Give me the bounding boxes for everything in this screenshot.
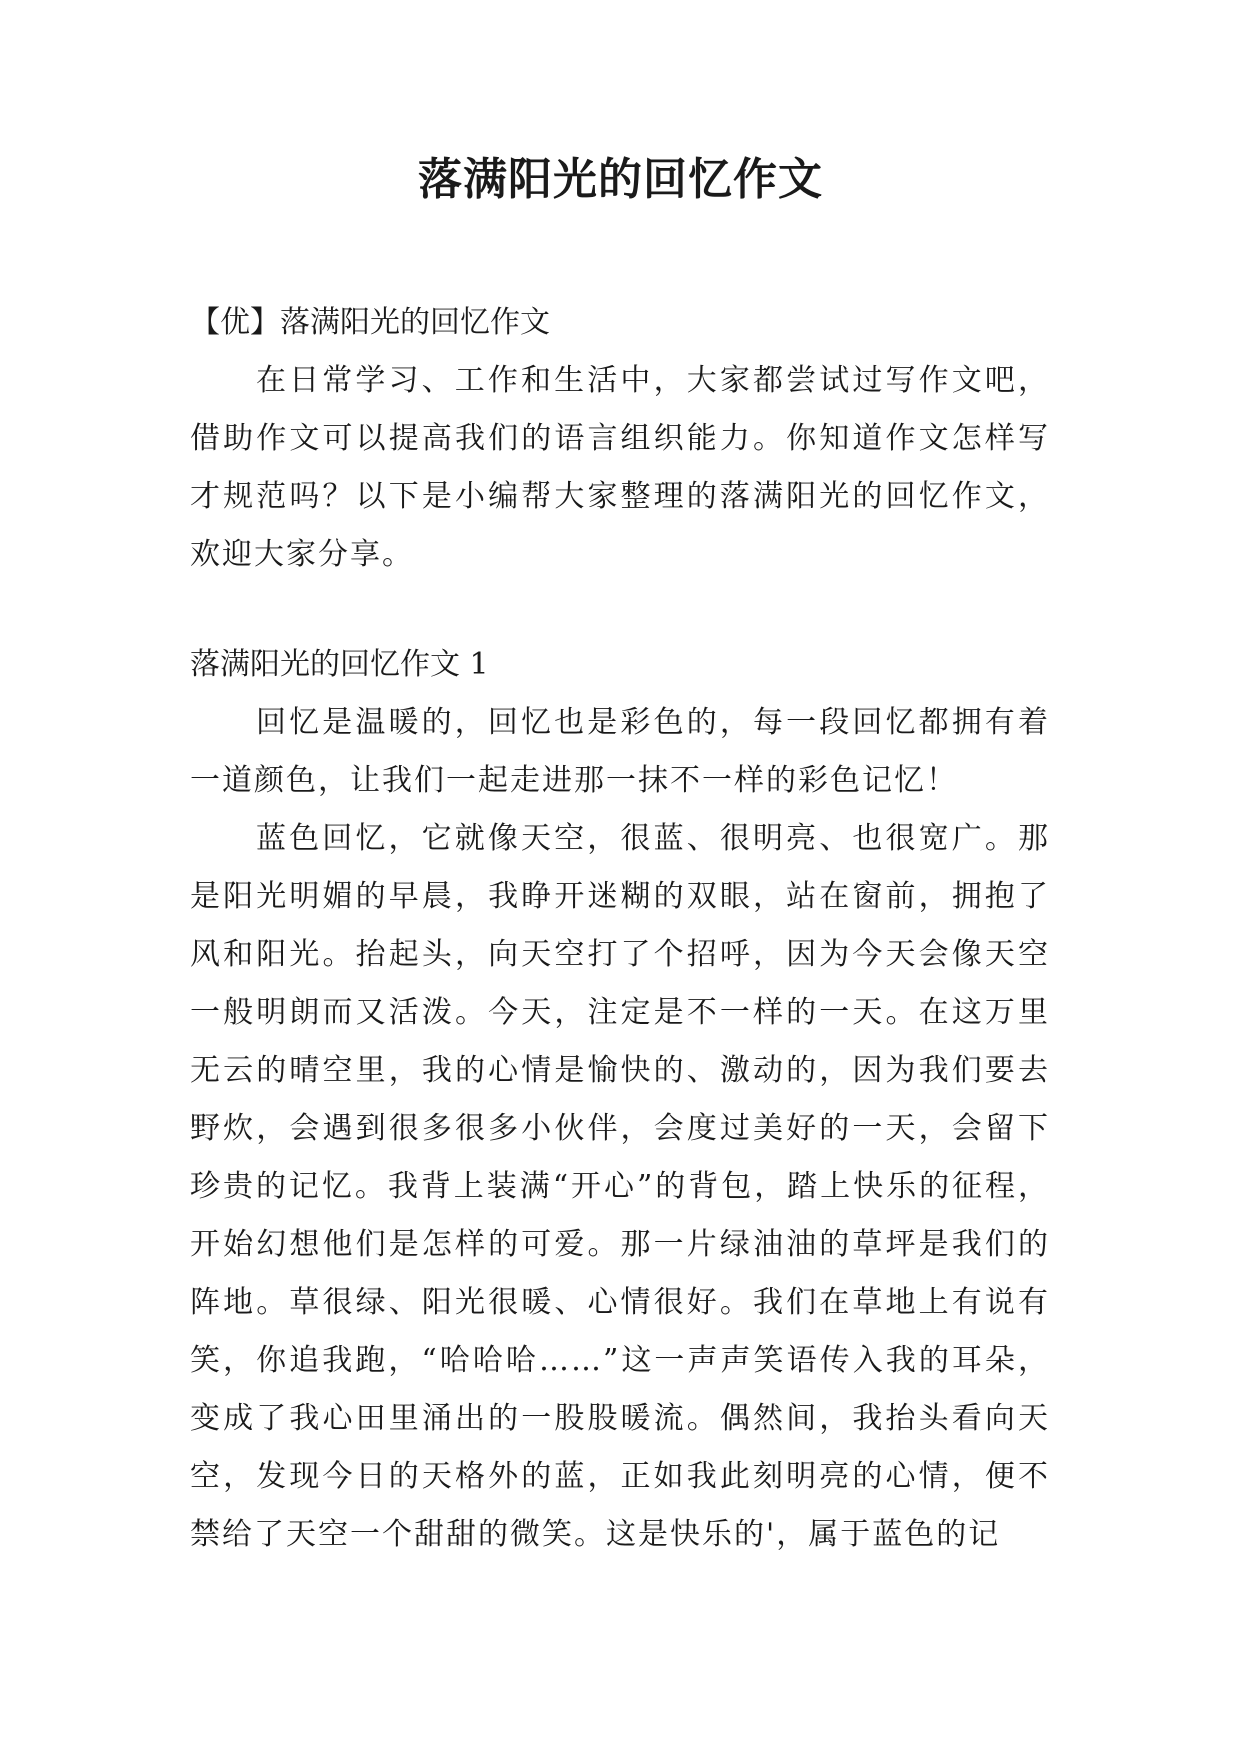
section-spacer <box>190 584 1050 636</box>
essay-paragraph-1: 回忆是温暖的，回忆也是彩色的，每一段回忆都拥有着一道颜色，让我们一起走进那一抹不一样的彩色记忆！ <box>190 705 1050 798</box>
intro-paragraph: 在日常学习、工作和生活中，大家都尝试过写作文吧，借助作文可以提高我们的语言组织能力。你知道作文怎样写才规范吗？以下是小编帮大家整理的落满阳光的回忆作文，欢迎大家分享。 <box>190 363 1050 572</box>
document-subtitle: 【优】落满阳光的回忆作文 <box>190 305 550 340</box>
document-title: 落满阳光的回忆作文 <box>418 154 823 205</box>
document-body <box>190 294 1050 1564</box>
essay-paragraph-2: 蓝色回忆，它就像天空，很蓝、很明亮、也很宽广。那是阳光明媚的早晨，我睁开迷糊的双眼，站在窗前，拥抱了风和阳光。抬起头，向天空打了个招呼，因为今天会像天空一般明朗而又活泼。今天，注定是不一样的一天。在这万里无云的晴空里，我的心情是愉快的、激动的，因为我们要去野炊，会遇到很多很多小伙伴，会度过美好的一天，会留下珍贵的记忆。我背上装满“开心”的背包，踏上快乐的征程，开始幻想他们是怎样的可爱。那一片绿油油的草坪是我们的阵地。草很绿、阳光很暖、心情很好。我们在草地上有说有笑，你追我跑，“哈哈哈……”这一声声笑语传入我的耳朵，变成了我心田里涌出的一股股暖流。偶然间，我抬头看向天空，发现今日的天格外的蓝，正如我此刻明亮的心情，便不禁给了天空一个甜甜的微笑。这是快乐的'，属于蓝色的记 <box>190 821 1050 1552</box>
section-heading: 落满阳光的回忆作文 1 <box>190 647 489 682</box>
